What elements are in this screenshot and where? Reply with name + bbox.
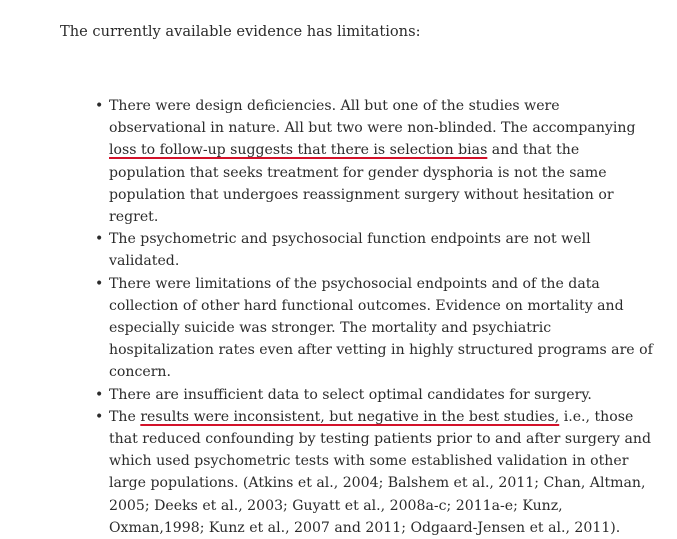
bullet-icon: • — [95, 408, 104, 425]
bullet-icon: • — [95, 386, 104, 403]
intro-text: The currently available evidence has limitations: — [60, 23, 421, 40]
bullet-icon: • — [95, 98, 104, 114]
item-text: There were design deficiencies. All but one of the studies were observational in nature. All but two were non-blinded. The accompanying — [109, 98, 636, 137]
item-text: There were limitations of the psychosocial endpoints and of the data collection of other hard functional outcomes. Evidence on mortality and especially suicide was stronger. The mortality and psychiatric hospitalization rates even after vetting in highly structured programs are of concern. — [109, 275, 653, 381]
highlighted-text: loss to follow-up suggests that there is selection bias — [109, 142, 488, 159]
list-item — [93, 228, 658, 272]
item-text: and that the population that seeks treatment for gender dysphoria is not the same population that undergoes reassignment surgery without hesitation or regret. — [109, 142, 614, 226]
list-item — [93, 384, 658, 406]
bullet-icon: • — [95, 275, 104, 292]
list-item — [93, 95, 658, 228]
highlighted-text: results were inconsistent, but negative in the best studies, — [140, 408, 560, 425]
limitations-list — [93, 95, 658, 539]
bullet-icon: • — [95, 231, 104, 248]
item-text: The — [109, 408, 141, 425]
item-text: The psychometric and psychosocial function endpoints are not well validated. — [109, 231, 591, 270]
list-item — [93, 406, 658, 539]
item-text: There are insufficient data to select optimal candidates for surgery. — [109, 386, 592, 403]
list-item — [93, 273, 658, 384]
item-text: i.e., those that reduced confounding by testing patients prior to and after surgery and which used psychometric tests with some established validation in other large populations. (Atkins et al., 2004; Balshem et al., 2011; Chan, Altman, 2005; Deeks et al., 2003; Guyatt et al., 2008a-c; 2011a-e; Kunz, Oxman,1998; Kunz et al., 2007 and 2011; Odgaard-Jensen et al., 2011). — [109, 408, 651, 536]
